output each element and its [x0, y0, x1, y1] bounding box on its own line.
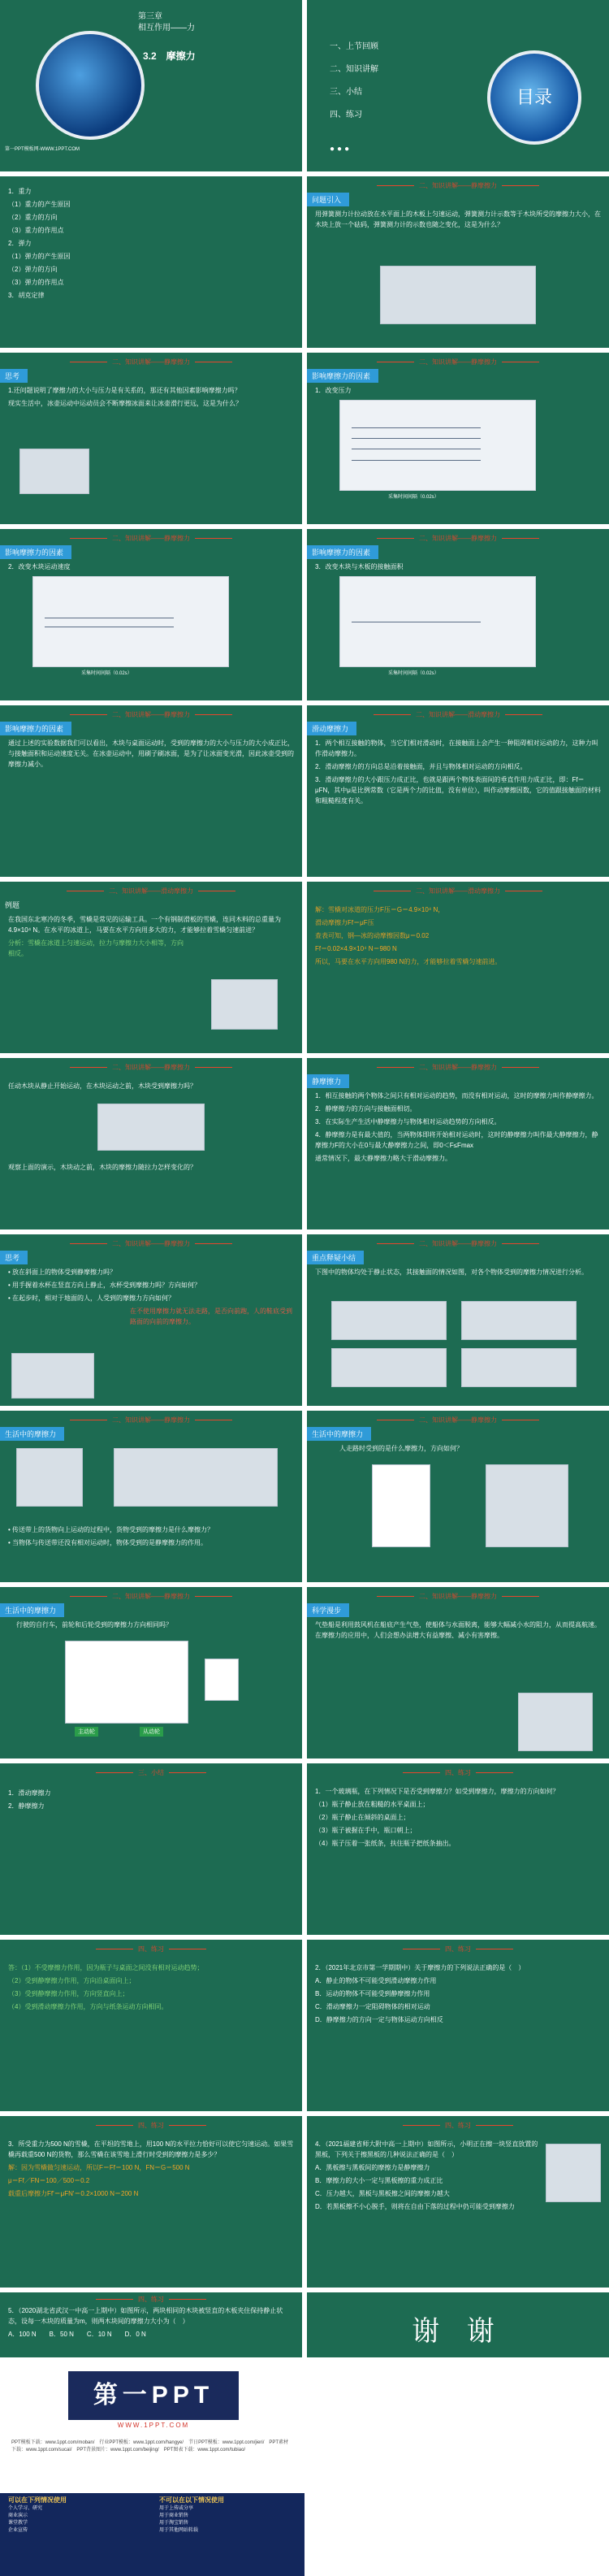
review-line: 2．弹力: [8, 240, 32, 247]
forbidden-item: 用于其他网站转载: [159, 2528, 199, 2533]
slide-tag: 影响摩擦力的因素: [0, 722, 71, 735]
site-logo[interactable]: 第一PPT: [68, 2371, 239, 2420]
slide-question-intro[interactable]: [307, 176, 609, 348]
review-line: （3）弹力的作用点: [8, 279, 64, 286]
slide-body: [315, 1962, 601, 2027]
slide-text: 气垫船是利用鼓风机在船底产生气垫，使船体与水面脱离，能够大幅减小水的阻力，从而提高航速。在摩擦力的应用中，人们会想办法增大有益摩擦、减小有害摩擦。: [315, 1621, 601, 1639]
summary-line: 2．静摩擦力: [8, 1802, 45, 1810]
solution-line: Ff＝0.02×4.9×10⁴ N＝980 N: [315, 945, 397, 952]
slide-title: 二、知识讲解——静摩擦力: [307, 534, 609, 543]
slide-title: 二、知识讲解——静摩擦力: [0, 1239, 302, 1248]
slide-title: 二、知识讲解——静摩擦力: [0, 1416, 302, 1425]
toc-circle: 目录: [487, 50, 581, 145]
review-line: （1）弹力的产生原因: [8, 253, 71, 260]
solution-line: 查表可知，钢—冰的动摩擦因数μ＝0.02: [315, 932, 430, 939]
toc-item[interactable]: 一、上节回顾: [330, 42, 378, 51]
force-diagram-b: [461, 1301, 577, 1340]
slide-static-think[interactable]: [0, 1234, 302, 1406]
slide-text: 下图中的物体均处于静止状态，其接触面的情况如图，对各个物体受到的摩擦力情况进行分析。: [315, 1268, 588, 1276]
slide-tag: 影响摩擦力的因素: [0, 545, 71, 559]
slide-life-conveyor[interactable]: [0, 1411, 302, 1582]
label-drive-wheel: 主动轮: [75, 1727, 98, 1737]
solution-line: 解：雪橇对冰道的压力F压＝G＝4.9×10⁴ N，: [315, 906, 445, 913]
runner-image: [372, 1464, 430, 1547]
curling-image: [19, 449, 89, 494]
slide-title: 四、练习: [307, 1945, 609, 1954]
answer-line: 答：（1）不受摩擦力作用，因为瓶子与桌面之间没有相对运动趋势；: [8, 1964, 204, 1971]
cyclist-icon: [205, 1659, 239, 1701]
question-text: 现实生活中，冰壶运动中运动员会不断摩擦冰面来让冰壶滑行更远，这是为什么？: [8, 400, 242, 407]
chart-xlabel: 采集时间间隔（0.02s）: [81, 671, 132, 676]
definition-text: 1．相互接触的两个物体之间只有相对运动的趋势，而没有相对运动，这时的摩擦力叫作静摩擦力。: [315, 1092, 598, 1099]
slide-body: [8, 2139, 294, 2201]
slide-static-question[interactable]: [0, 1058, 302, 1229]
exercise-line: C．压力越大，黑板与黑板擦之间的摩擦力越大: [315, 2190, 450, 2197]
exercise-line: A．100 N B．50 N C．10 N D．0 N: [8, 2331, 146, 2338]
definition-text: 3．滑动摩擦力的大小跟压力成正比，也就是跟两个物体表面间的垂直作用力成正比，即：Ff＝μFN，其中μ是比例常数（它是两个力的比值，没有单位），叫作动摩擦因数，它的值跟接触面的材料和粗糙程度有关。: [315, 776, 601, 804]
solution-line: μ＝Ff／FN＝100／500＝0.2: [8, 2177, 90, 2184]
slide-title: 二、知识讲解——静摩擦力: [0, 1592, 302, 1601]
exercise-line: 3．所受重力为500 N的雪橇，在平坦的雪地上，用100 N的水平拉力恰好可以使它匀速运动。如果雪橇再载重500 N的货物，那么雪橇在该雪地上滑行时受到的摩擦力是多少？: [8, 2140, 294, 2158]
exercise-line: （3）瓶子被握在手中，瓶口朝上；: [315, 1827, 417, 1834]
allowed-item: 个人学习、研究: [8, 2506, 43, 2511]
review-line: （2）重力的方向: [8, 214, 58, 221]
dots-decoration: ●●●: [330, 145, 352, 154]
conveyor-photo: [16, 1448, 83, 1507]
slide-example[interactable]: [0, 882, 302, 1053]
example-text: 在我国东北寒冷的冬季，雪橇是常见的运输工具。一个有钢制滑板的雪橇，连同木料的总重量为4.9×10⁴ N。在水平的冰道上，马要在水平方向用多大的力，才能够拉着雪橇匀速前进？: [8, 916, 281, 934]
slide-body: [8, 914, 294, 961]
exercise-line: B．摩擦力的大小一定与黑板擦的重力成正比: [315, 2177, 443, 2184]
slide-title: 二、知识讲解——静摩擦力: [0, 1063, 302, 1072]
slide-example-solution[interactable]: [307, 882, 609, 1053]
exercise-line: （4）瓶子压着一张纸条，扶住瓶子把纸条抽出。: [315, 1840, 456, 1847]
slide-tag: 重点释疑小结: [307, 1251, 364, 1264]
review-line: （3）重力的作用点: [8, 227, 64, 234]
review-line: （2）弹力的方向: [8, 266, 58, 273]
slide-sliding-friction[interactable]: [307, 705, 609, 877]
slide-title: 四、练习: [0, 2295, 302, 2304]
solution-line: 所以，马要在水平方向用980 N的力，才能够拉着雪橇匀速前进。: [315, 958, 502, 965]
slide-tag: 例题: [5, 901, 20, 909]
slide-tag: 思考: [0, 369, 28, 383]
exercise-line: B．运动的物体不可能受到静摩擦力作用: [315, 1990, 430, 1997]
slide-line: 3．改变木块与木板的接触面积: [315, 563, 404, 570]
slide-body-2: [8, 1162, 294, 1175]
solution-line: 解：因为雪橇做匀速运动，所以F＝Ff＝100 N，FN＝G＝500 N: [8, 2164, 190, 2171]
force-diagram-a: [331, 1301, 447, 1340]
question-text: • 放在斜面上的物体受到静摩擦力吗？: [8, 1268, 117, 1276]
question-text: 1.还问题说明了摩擦力的大小与压力是有关系的，那还有其他因素影响摩擦力吗？: [8, 387, 241, 394]
answer-line: （4）受到滑动摩擦力作用，方向与纸条运动方向相同。: [8, 2003, 168, 2010]
slide-tag: 滑动摩擦力: [307, 722, 356, 735]
allowed-item: 商业演示: [8, 2513, 28, 2518]
allowed-item: 企业宣传: [8, 2528, 28, 2533]
slide-body: [8, 385, 294, 411]
slide-title: 四、练习: [307, 2121, 609, 2130]
slide-tag: 影响摩擦力的因素: [307, 545, 378, 559]
chart-line: [352, 427, 480, 428]
slide-body: [8, 2305, 294, 2342]
definition-text: 1．两个相互接触的物体，当它们相对滑动时，在接触面上会产生一种阻碍相对运动的力，这种力叫作滑动摩擦力。: [315, 739, 598, 757]
slide-exercise-1[interactable]: [307, 1763, 609, 1935]
slide-summary-points[interactable]: [307, 1234, 609, 1406]
slide-tag: 思考: [0, 1251, 28, 1264]
friction-chart-image: [339, 400, 536, 491]
usage-panel: [0, 2493, 304, 2576]
street-photo: [486, 1464, 568, 1547]
conveyor-diagram: [114, 1448, 278, 1507]
solution-line: 滑动摩擦力Ff＝μF压: [315, 919, 374, 926]
exercise-line: C．滑动摩擦力一定阻碍物体的相对运动: [315, 2003, 430, 2010]
friction-chart-image: [32, 576, 229, 667]
review-line: 1．重力: [8, 188, 32, 195]
question-text: 人走路时受到的是什么摩擦力，方向如何？: [339, 1445, 463, 1452]
question-text: • 传送带上的货物向上运动的过程中，货物受到的摩擦力是什么摩擦力？: [8, 1526, 214, 1533]
solution-line: 载重后摩擦力Ff'＝μFN'＝0.2×1000 N＝200 N: [8, 2190, 139, 2197]
chapter-title: 相互作用——力: [138, 24, 195, 33]
slide-exercise-5[interactable]: [0, 2292, 302, 2357]
slide-body: [315, 1091, 601, 1166]
exercise-line: （1）瓶子静止放在粗糙的水平桌面上；: [315, 1801, 430, 1808]
question-text: • 在起步时，相对于地面的人，人受到的摩擦力方向如何？: [8, 1295, 175, 1302]
slide-tag: 问题引入: [307, 193, 349, 206]
slide-body: [315, 1786, 601, 1851]
blackboard-photo: [546, 2144, 601, 2202]
toc-list: [330, 36, 378, 127]
thanks-text: 谢 谢: [412, 2316, 504, 2347]
slide-line: 2．改变木块运动速度: [8, 563, 71, 570]
note-text: 在不使用摩擦力就无法走路，是否向前跑，人的鞋底受到路面的向前的摩擦力。: [130, 1308, 292, 1325]
toc-item[interactable]: 四、练习: [330, 111, 362, 119]
slide-text: 用弹簧测力计拉动放在水平面上的木板上匀速运动，弹簧测力计示数等于木块所受的摩擦力大小，在木块上放一个砝码，弹簧测力计的示数也随之变化，这是为什么？: [315, 210, 601, 228]
hovercraft-photo: [518, 1693, 593, 1751]
slide-title: 二、知识讲解——静摩擦力: [307, 1063, 609, 1072]
definition-text: 3．在实际生产生活中静摩擦力与物体相对运动趋势的方向相反。: [315, 1118, 501, 1125]
slide-title: 二、知识讲解——滑动摩擦力: [0, 887, 302, 896]
slide-body: [315, 2139, 544, 2214]
slide-body: [315, 904, 601, 969]
answer-line: （3）受到静摩擦力作用，方向竖直向上；: [8, 1990, 129, 1997]
definition-text: 4．静摩擦力是有最大值的，当两物体即将开始相对运动时，这时的静摩擦力叫作最大静摩擦力，静摩擦力F的大小在0与最大静摩擦力之间，即0＜F≤Fmax: [315, 1131, 598, 1149]
slide-science-walk[interactable]: [307, 1587, 609, 1759]
incline-image: [11, 1353, 94, 1399]
chart-line: [352, 460, 480, 461]
chapter-number: 第三章: [138, 12, 162, 21]
slide-exercise-4[interactable]: [307, 2116, 609, 2288]
definition-text: 2．滑动摩擦力的方向总是沿着接触面，并且与物体相对运动的方向相反。: [315, 763, 527, 770]
question-text: 观察上面的演示，木块动之前，木块的摩擦力随拉力怎样变化的？: [8, 1164, 197, 1171]
exercise-line: 2．（2021年北京市第一学期期中）关于摩擦力的下列说法正确的是（ ）: [315, 1964, 525, 1971]
exercise-line: 5．（2020湖北省武汉一中高一上期中）如图所示，两块相同的木块被竖直的木板夹住保持静止状态，设每一木块的质量为m，则两木块间的摩擦力大小为（ ）: [8, 2307, 283, 2325]
slide-life-bicycle[interactable]: [0, 1587, 302, 1759]
slide-title: 三、小结: [0, 1768, 302, 1777]
slide-body: [8, 1524, 294, 1550]
analysis-note: 分析：雪橇在冰道上匀速运动，拉力与摩擦力大小相等，方向相反。: [8, 939, 184, 957]
sled-diagram: [211, 979, 278, 1030]
site-url[interactable]: WWW.1PPT.COM: [117, 2422, 190, 2429]
slide-body: [8, 1962, 294, 2014]
slide-toc[interactable]: [307, 0, 609, 171]
definition-text: 通常情况下，最大静摩擦力略大于滑动摩擦力。: [315, 1155, 451, 1162]
slide-title: 二、知识讲解——静摩擦力: [0, 358, 302, 366]
slide-title: 二、知识讲解——静摩擦力: [307, 1592, 609, 1601]
site-credit: 第一PPT模板网-WWW.1PPT.COM: [5, 147, 80, 152]
section-title: 3.2 摩擦力: [143, 50, 196, 62]
slide-title: 二、知识讲解——滑动摩擦力: [307, 887, 609, 896]
forbidden-column: [159, 2496, 297, 2535]
summary-line: 1．滑动摩擦力: [8, 1789, 51, 1797]
slide-title: 四、练习: [0, 2121, 302, 2130]
slide-title: 二、知识讲解——滑动摩擦力: [307, 710, 609, 719]
slide-static-friction[interactable]: [307, 1058, 609, 1229]
chart-xlabel: 采集时间间隔（0.02s）: [388, 495, 439, 500]
exercise-line: （2）瓶子静止在倾斜的桌面上；: [315, 1814, 410, 1821]
forbidden-item: 用于淘宝销售: [159, 2521, 189, 2526]
allowed-item: 课堂教学: [8, 2521, 28, 2526]
slide-title: 二、知识讲解——静摩擦力: [307, 181, 609, 190]
force-diagram-c: [331, 1348, 447, 1387]
slide-exercise-1-answer[interactable]: [0, 1940, 302, 2111]
slide-tag: 生活中的摩擦力: [0, 1603, 64, 1617]
review-line: 3．胡克定律: [8, 292, 45, 299]
exercise-line: D．静摩擦力的方向一定与物体运动方向相反: [315, 2016, 443, 2023]
slide-factor-pressure[interactable]: [307, 353, 609, 524]
friction-chart-image: [339, 576, 536, 667]
forbidden-item: 用于上传或分享: [159, 2506, 194, 2511]
definition-text: 2．静摩擦力的方向与接触面相切。: [315, 1105, 417, 1112]
slide-thanks[interactable]: [307, 2292, 609, 2357]
slide-think[interactable]: [0, 353, 302, 524]
slide-tag: 静摩擦力: [307, 1074, 349, 1088]
slide-title: 四、练习: [307, 1768, 609, 1777]
slide-title: 二、知识讲解——静摩擦力: [0, 534, 302, 543]
slide-exercise-3[interactable]: [0, 2116, 302, 2288]
slide-body: [8, 1788, 294, 1814]
slide-exercise-2[interactable]: [307, 1940, 609, 2111]
slide-tag: 科学漫步: [307, 1603, 349, 1617]
slide-factor-area[interactable]: [307, 529, 609, 700]
toc-item[interactable]: 三、小结: [330, 88, 362, 97]
promo-banner: [0, 2358, 304, 2576]
slide-summary[interactable]: [0, 1763, 302, 1935]
force-diagram-d: [461, 1348, 577, 1387]
slide-factor-speed[interactable]: [0, 529, 302, 700]
slide-body: [315, 738, 601, 809]
chart-line: [352, 438, 480, 439]
globe-image: [36, 31, 145, 140]
exercise-line: A．黑板擦与黑板间的摩擦力是静摩擦力: [315, 2164, 430, 2171]
slide-body: [8, 1081, 294, 1094]
exercise-line: D．若黑板擦不小心脱手，则将在自由下落的过程中仍可能受到摩擦力: [315, 2203, 515, 2210]
slide-body: [8, 1267, 294, 1329]
slide-title: 二、知识讲解——静摩擦力: [0, 710, 302, 719]
label-driven-wheel: 从动轮: [140, 1727, 163, 1737]
slide-tag: 影响摩擦力的因素: [307, 369, 378, 383]
slide-life-walking[interactable]: [307, 1411, 609, 1582]
slide-review[interactable]: [0, 176, 302, 348]
slide-title: 二、知识讲解——静摩擦力: [307, 1416, 609, 1425]
question-text: • 用手握着水杯在竖直方向上静止，水杯受到摩擦力吗？方向如何？: [8, 1281, 201, 1289]
slide-cover[interactable]: [0, 0, 302, 171]
question-text: 行驶的自行车，前轮和后轮受到的摩擦力方向相同吗？: [16, 1621, 172, 1628]
review-line: （1）重力的产生原因: [8, 201, 71, 208]
slide-text: 通过上述的实验数据我们可以看出，木块与桌面运动时，受到的摩擦力的大小与压力的大小成正比，与接触面积和运动速度无关。在冰壶运动中，用刷子刷冰面，是为了让冰面变光滑，因此冰壶受到的摩擦力减小。: [8, 739, 294, 768]
review-list: [8, 186, 294, 303]
forbidden-title: 不可以在以下情况使用: [159, 2496, 224, 2504]
forbidden-item: 用于商业销售: [159, 2513, 189, 2518]
question-text: 任动木块从静止开始运动，在木块运动之前，木块受到摩擦力吗？: [8, 1082, 197, 1090]
slide-line: 1．改变压力: [315, 387, 352, 394]
exercise-line: 1．一个玻璃瓶，在下列情况下是否受到摩擦力？如受到摩擦力，摩擦力的方向如何？: [315, 1788, 559, 1795]
slide-title: 二、知识讲解——静摩擦力: [307, 1239, 609, 1248]
question-text: • 当物体与传送带还没有相对运动时，物体受到的是静摩擦力的作用。: [8, 1539, 208, 1546]
chapter-heading: [138, 11, 195, 34]
slide-factor-summary[interactable]: [0, 705, 302, 877]
slide-title: 四、练习: [0, 1945, 302, 1954]
chart-xlabel: 采集时间间隔（0.02s）: [388, 671, 439, 676]
exercise-line: 4．（2021福建省师大附中高一上期中）如图所示，小明正在擦一块竖直放置的黑板，下列关于擦黑板的几种说法正确的是（ ）: [315, 2140, 538, 2158]
allowed-title: 可以在下列情况使用: [8, 2496, 67, 2504]
block-experiment-image: [97, 1104, 205, 1151]
allowed-column: [8, 2496, 146, 2535]
toc-item[interactable]: 二、知识讲解: [330, 65, 378, 74]
spring-scale-image: [380, 266, 536, 324]
answer-line: （2）受到静摩擦力作用，方向沿桌面向上；: [8, 1977, 136, 1984]
slide-tag: 生活中的摩擦力: [307, 1427, 371, 1441]
bicycle-image: [65, 1641, 188, 1724]
banner-description: PPT模板下载：www.1ppt.com/moban/ 行业PPT模板：www.1ppt.com/hangye/ 节日PPT模板：www.1ppt.com/jieri/ PPT素材下载：www.1ppt.com/sucai/ PPT背景图片：www.1ppt.com/beijing/ PPT图表下载：www.1ppt.com/tubiao/: [11, 2440, 289, 2452]
exercise-line: A．静止的物体不可能受到滑动摩擦力作用: [315, 1977, 437, 1984]
slide-title: 二、知识讲解——静摩擦力: [307, 358, 609, 366]
slide-tag: 生活中的摩擦力: [0, 1427, 64, 1441]
